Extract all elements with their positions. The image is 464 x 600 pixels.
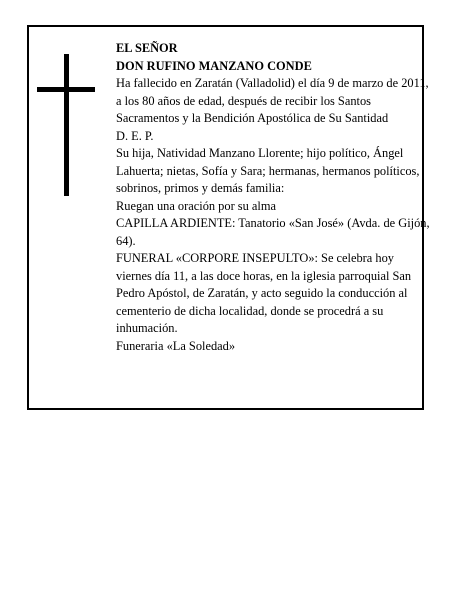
prayer-request: Ruegan una oración por su alma <box>116 198 276 213</box>
notice-title: EL SEÑOR <box>116 41 178 55</box>
funeral-info: FUNERAL «CORPORE INSEPULTO»: Se celebra hoy viernes día 11, a las doce horas, en la iglesia parroquial San Pedro Apóstol, de Zaratán, y acto seguido la conducción al cementerio de dicha localidad, donde se procedrá a su inhumación. <box>116 251 412 335</box>
death-announcement: Ha fallecido en Zaratán (Valladolid) el día 9 de marzo de 2011, a los 80 años de edad, después de recibir los Santos Sacramentos y la Bendición Apostólica de Su Santidad <box>116 76 429 125</box>
obituary-notice <box>27 25 430 410</box>
cross-vertical-bar <box>64 54 69 196</box>
rip-text: D. E. P. <box>116 128 154 143</box>
family-list: Su hija, Natividad Manzano Llorente; hijo político, Ángel Lahuerta; nietas, Sofía y Sara; hermanas, hermanos políticos, sobrinos, primos y demás familia: <box>116 146 420 195</box>
cross-horizontal-bar <box>37 87 95 92</box>
cross-icon <box>37 54 97 199</box>
notice-body <box>116 40 430 355</box>
chapel-info: CAPILLA ARDIENTE: Tanatorio «San José» (Avda. de Gijón, 64). <box>116 216 430 248</box>
funeral-home: Funeraria «La Soledad» <box>116 338 236 353</box>
deceased-name: DON RUFINO MANZANO CONDE <box>116 58 312 73</box>
